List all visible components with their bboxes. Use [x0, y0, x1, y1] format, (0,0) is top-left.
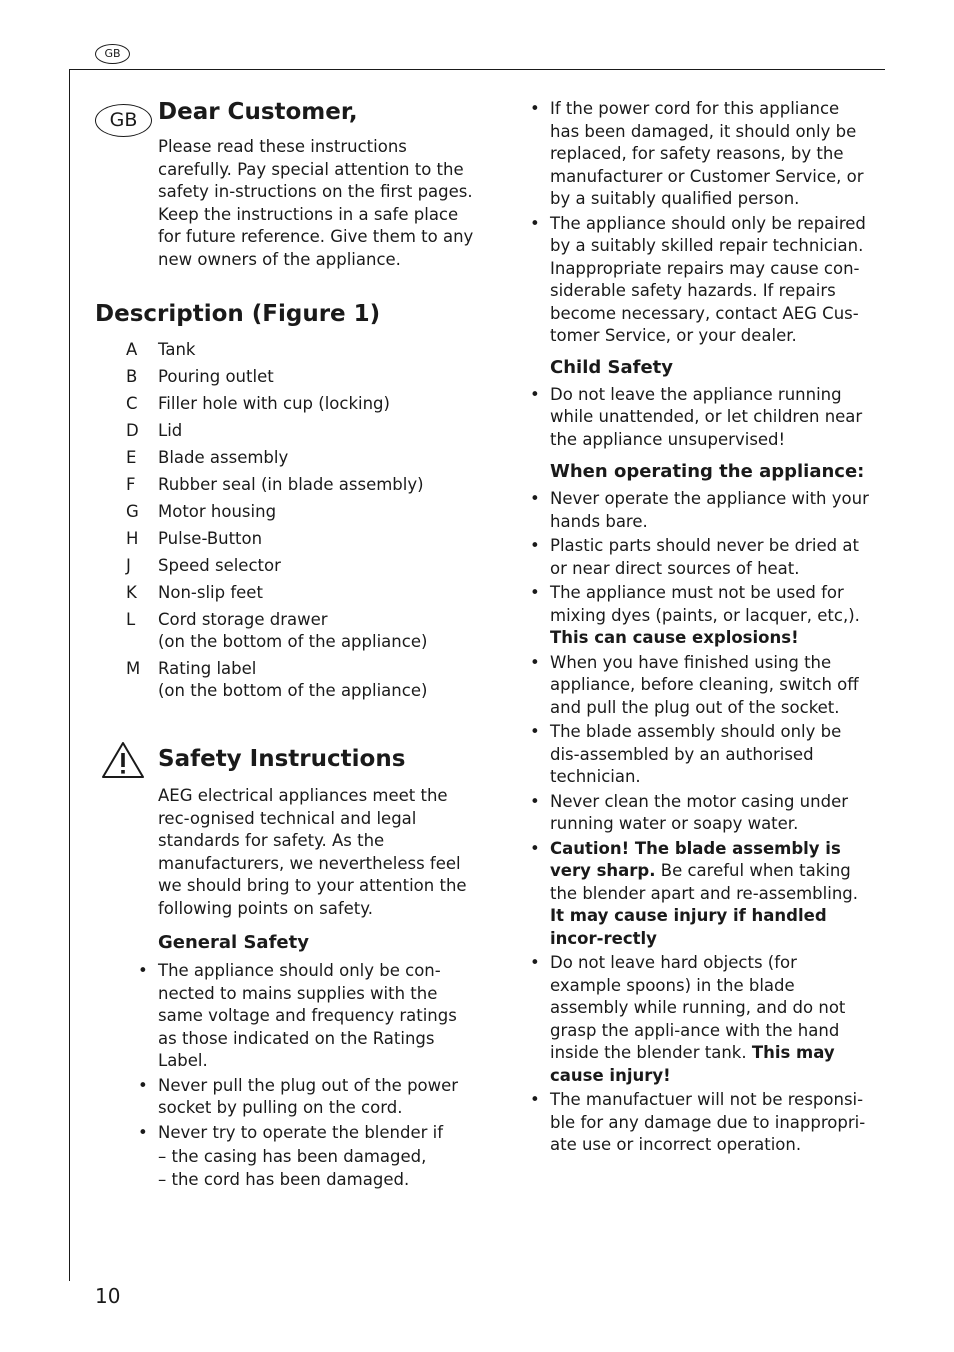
- list-item: • Never clean the motor casing under running water or soapy water.: [530, 791, 870, 836]
- general-safety-list: [138, 960, 478, 1191]
- item-letter: M: [126, 659, 141, 678]
- item-letter: L: [126, 610, 136, 629]
- item-text: The appliance must not be used for mixing dyes (paints, or lacquer, etc,).: [550, 583, 860, 625]
- item-text: Tank: [158, 340, 196, 359]
- item-letter: B: [126, 367, 138, 386]
- left-rule: [69, 69, 70, 1281]
- list-item: • The blade assembly should only be dis-assembled by an authorised technician.: [530, 721, 870, 789]
- intro-language-badge: GB: [95, 104, 152, 137]
- item-note: (on the bottom of the appliance): [158, 681, 428, 700]
- item-warning: Caution! The blade assembly is very sharp.: [550, 838, 841, 880]
- item-letter: F: [126, 475, 136, 494]
- item-letter: G: [126, 502, 139, 521]
- list-item: • Never try to operate the blender if: [138, 1122, 478, 1145]
- list-item: • The appliance should only be con-nected to mains supplies with the same voltage and frequency ratings as those indicated on the Ratings Label.: [138, 960, 478, 1073]
- list-item: • The manufactuer will not be responsi-ble for any damage due to inappropri-ate use or incorrect operation.: [530, 1089, 870, 1157]
- item-text: Filler hole with cup (locking): [158, 394, 390, 413]
- list-item: • Plastic parts should never be dried at or near direct sources of heat.: [530, 535, 870, 580]
- item-text: Motor housing: [158, 502, 277, 521]
- item-letter: J: [126, 556, 131, 575]
- list-item: • Never pull the plug out of the power socket by pulling on the cord.: [138, 1075, 478, 1120]
- item-warning: It may cause injury if handled incor-rectly: [550, 906, 827, 948]
- list-item: [530, 582, 870, 650]
- dash-item: – the casing has been damaged,: [158, 1147, 427, 1166]
- item-text: Speed selector: [158, 556, 281, 575]
- item-text: Rubber seal (in blade assembly): [158, 475, 424, 494]
- list-item: • Do not leave the appliance running while unattended, or let children near the appliance unsupervised!: [530, 384, 870, 452]
- top-rule: [69, 69, 885, 70]
- list-item: [530, 838, 870, 951]
- item-text: Cord storage drawer: [158, 610, 328, 629]
- warning-triangle-icon: [100, 740, 146, 780]
- description-title: Description (Figure 1): [95, 301, 381, 327]
- item-text: Do not leave hard objects (for example spoons) in the blade assembly while running, and do not grasp the appli-ance with the hand inside the blender tank.: [550, 953, 846, 1062]
- item-text: Non-slip feet: [158, 583, 263, 602]
- general-safety-title: General Safety: [158, 932, 309, 953]
- dash-item: – the cord has been damaged.: [158, 1169, 410, 1189]
- operating-title: When operating the appliance:: [550, 461, 865, 482]
- safety-body: AEG electrical appliances meet the rec-ognised technical and legal standards for safety. As the manufacturers, we nevertheless feel we should bring to your attention the following points on safety.: [158, 786, 467, 918]
- language-badge: GB: [95, 44, 130, 64]
- item-letter: K: [126, 583, 137, 602]
- item-letter: D: [126, 421, 139, 440]
- list-item: • When you have finished using the appliance, before cleaning, switch off and pull the plug out of the socket.: [530, 652, 870, 720]
- item-text: Lid: [158, 421, 183, 440]
- intro-title: Dear Customer,: [158, 99, 358, 125]
- item-letter: A: [126, 340, 138, 359]
- description-list: [126, 339, 466, 709]
- intro-body: Please read these instructions carefully. Pay special attention to the safety in-structions on the first pages. Keep the instructions in a safe place for future reference. Give them to any new owners of the appliance.: [158, 137, 474, 269]
- item-text: Pulse-Button: [158, 529, 263, 548]
- item-warning: This may cause injury!: [550, 1043, 835, 1085]
- item-warning: This can cause explosions!: [550, 628, 799, 647]
- list-item: [530, 952, 870, 1087]
- item-letter: C: [126, 394, 138, 413]
- right-column: [530, 98, 870, 1159]
- list-item: • If the power cord for this appliance has been damaged, it should only be replaced, for safety reasons, by the manufacturer or Customer Service, or by a suitably qualified person.: [530, 98, 870, 211]
- item-letter: E: [126, 448, 137, 467]
- item-text: Pouring outlet: [158, 367, 274, 386]
- item-text: Be careful when taking the blender apart and re-assembling.: [550, 861, 858, 903]
- list-item: • The appliance should only be repaired by a suitably skilled repair technician. Inappropriate repairs may cause con-siderable safety hazards. If repairs become necessary, contact AEG Cus-tomer Service, or your dealer.: [530, 213, 870, 348]
- item-note: (on the bottom of the appliance): [158, 632, 428, 651]
- page-number: 10: [95, 1284, 121, 1308]
- item-text: Rating label: [158, 659, 257, 678]
- safety-title: Safety Instructions: [158, 746, 406, 772]
- item-letter: H: [126, 529, 139, 548]
- child-safety-title: Child Safety: [550, 356, 674, 378]
- item-text: Blade assembly: [158, 448, 289, 467]
- list-item: • Never operate the appliance with your hands bare.: [530, 488, 870, 533]
